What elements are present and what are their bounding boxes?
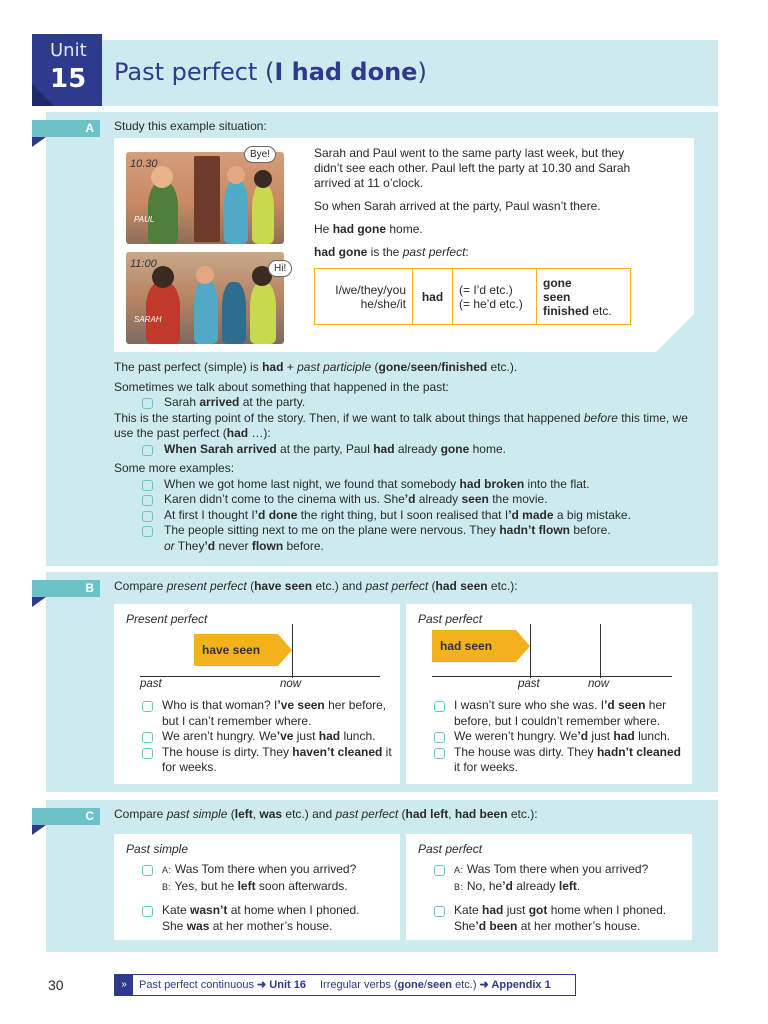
now-marker: [292, 624, 293, 678]
example-item: We weren’t hungry. We’d just had lunch.: [418, 729, 688, 745]
section-a-body: [114, 360, 704, 554]
illustration-paul-leaving: [126, 152, 284, 244]
example-item: Kate wasn’t at home when I phoned. She was at her mother’s house.: [126, 903, 396, 934]
past-perfect-c-panel: [406, 834, 692, 940]
pic2-name: SARAH: [134, 315, 162, 324]
timeline-now-label: now: [280, 678, 302, 690]
unit-number: 15: [50, 64, 87, 94]
section-b-tag: B: [32, 580, 100, 597]
more-examples-heading: Some more examples:: [114, 461, 235, 475]
unit-badge: [32, 34, 102, 106]
page-title: Past perfect (I had done): [114, 58, 427, 86]
section-c-tag: C: [32, 808, 100, 825]
table-subjects: I/we/they/you he/she/it: [315, 269, 413, 325]
illustration-sarah-arriving: [126, 252, 284, 344]
past-simple-panel: [114, 834, 400, 940]
dialogue-item: A: Was Tom there when you arrived? B: Yes, but he left soon afterwards.: [126, 862, 396, 895]
example-item: Sarah arrived at the party.: [114, 395, 704, 411]
story-text: [314, 146, 644, 268]
example-item: Who is that woman? I’ve seen her before, but I can’t remember where.: [126, 698, 396, 729]
timeline-axis: [432, 676, 672, 677]
timeline-now-label: now: [588, 678, 610, 690]
section-c: [46, 800, 718, 952]
link-appendix-1[interactable]: Irregular verbs (gone/seen etc.) ➜ Appendix 1: [319, 979, 551, 991]
past-perfect-examples: [418, 698, 688, 776]
timeline-arrow: had seen: [432, 630, 516, 662]
example-item: I wasn’t sure who she was. I’d seen her before, but I couldn’t remember where.: [418, 698, 688, 729]
past-simple-examples: [126, 862, 396, 934]
present-perfect-examples: [126, 698, 396, 776]
link-unit-16[interactable]: Past perfect continuous ➜ Unit 16: [139, 979, 306, 991]
now-marker: [600, 624, 601, 678]
example-item: When Sarah arrived at the party, Paul had already gone home.: [114, 442, 704, 458]
dialogue-item: A: Was Tom there when you arrived? B: No, he’d already left.: [418, 862, 688, 895]
panel-title: Past perfect: [418, 612, 483, 626]
section-a-tag: A: [32, 120, 100, 137]
story-paragraph-4: had gone is the past perfect:: [314, 245, 469, 259]
example-item: At first I thought I’d done the right thing, but I soon realised that I’d made a big mistake.: [114, 508, 704, 524]
section-b-intro: Compare present perfect (have seen etc.) and past perfect (had seen etc.):: [114, 579, 518, 593]
cross-reference-box: [114, 974, 576, 996]
panel-title: Present perfect: [126, 612, 208, 626]
past-perfect-c-examples: [418, 862, 688, 934]
example-item: When we got home last night, we found that somebody had broken into the flat.: [114, 477, 704, 493]
example-item: The house was dirty. They hadn’t cleaned it for weeks.: [418, 745, 688, 776]
section-a: [46, 112, 718, 566]
story-paragraph-1: Sarah and Paul went to the same party last week, but they didn’t see each other. Paul left the party at 10.30 and Sarah arrived at 11 o’clock.: [314, 146, 631, 190]
story-paragraph-2: So when Sarah arrived at the party, Paul wasn’t there.: [314, 199, 601, 213]
chevron-right-icon: »: [115, 975, 133, 995]
table-participles: gone seen finished etc.: [537, 269, 631, 325]
past-perfect-formula: The past perfect (simple) is had + past participle (gone/seen/finished etc.).: [114, 360, 518, 374]
pic2-time: 11:00: [130, 258, 157, 270]
timeline-arrow: have seen: [194, 634, 278, 666]
title-bar: [102, 40, 718, 106]
explanation-line-1: Sometimes we talk about something that happened in the past:: [114, 379, 449, 394]
section-a-intro: Study this example situation:: [114, 119, 267, 133]
past-perfect-table: [314, 268, 631, 325]
panel-title: Past perfect: [418, 842, 483, 856]
explanation-line-2: This is the starting point of the story. Then, if we want to talk about things that happened before this time, we use the past perfect (had …):: [114, 410, 688, 440]
example-situation-panel: [114, 138, 694, 352]
example-item: Kate had just got home when I phoned. She’d been at her mother’s house.: [418, 903, 688, 934]
section-b: [46, 572, 718, 792]
table-contractions: (= I’d etc.) (= he’d etc.): [453, 269, 537, 325]
pic1-name: PAUL: [134, 215, 155, 224]
past-perfect-panel: [406, 604, 692, 784]
example-item: We aren’t hungry. We’ve just had lunch.: [126, 729, 396, 745]
example-item: The people sitting next to me on the plane were nervous. They hadn’t flown before.: [114, 523, 704, 539]
unit-badge-corner: [32, 84, 54, 106]
pic1-time: 10.30: [130, 158, 158, 170]
past-marker: [530, 624, 531, 678]
bubble-hi: Hi!: [268, 260, 292, 277]
story-paragraph-3: He had gone home.: [314, 222, 423, 236]
bubble-bye: Bye!: [244, 146, 276, 163]
timeline-axis: [140, 676, 380, 677]
timeline-past-label: past: [140, 678, 162, 690]
timeline-past-label: past: [518, 678, 540, 690]
example-item: The house is dirty. They haven’t cleaned it for weeks.: [126, 745, 396, 776]
table-aux: had: [413, 269, 453, 325]
example-item: Karen didn’t come to the cinema with us. She’d already seen the movie.: [114, 492, 704, 508]
example-item-alternative: or They’d never flown before.: [164, 538, 324, 553]
panel-title: Past simple: [126, 842, 189, 856]
present-perfect-panel: [114, 604, 400, 784]
page-number: 30: [48, 977, 64, 993]
section-c-intro: Compare past simple (left, was etc.) and past perfect (had left, had been etc.):: [114, 807, 538, 821]
unit-word: Unit: [50, 40, 87, 61]
